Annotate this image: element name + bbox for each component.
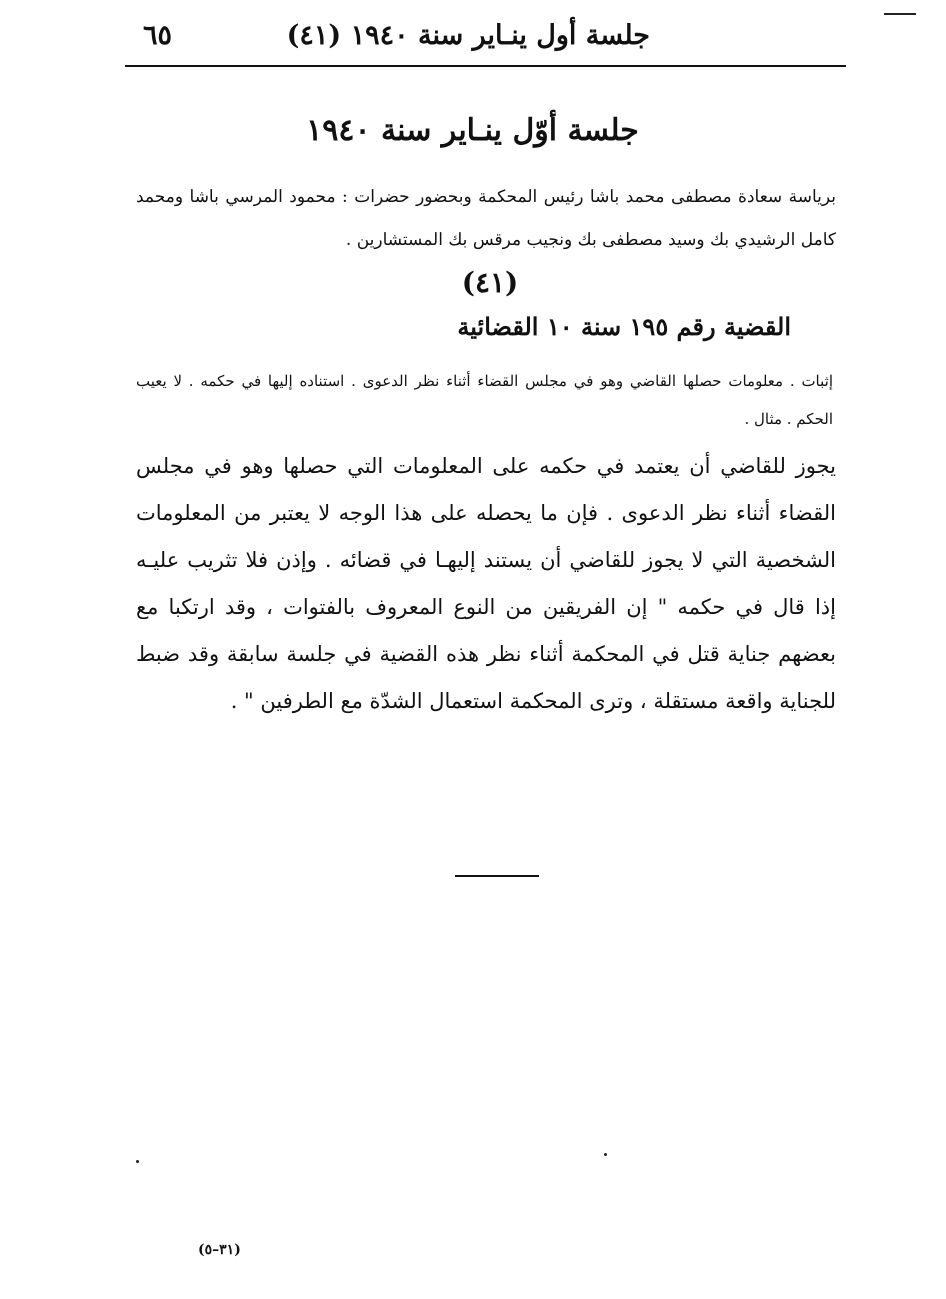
session-title: جلسة أوّل ينـاير سنة ١٩٤٠ xyxy=(306,113,639,148)
ruling-body: يجوز للقاضي أن يعتمد في حكمه على المعلومات التي حصلها وهو في مجلس القضاء أثناء نظر الدعوى . فإن ما يحصله على هذا الوجه لا يعتبر من المعلومات الشخصية التي لا يجوز للقاضي أن يستند إليهـا في قضائه . وإذن فلا تثريب عليـه إذا قال في حكمه " إن الفريقين من النوع المعروف بالفتوات ، وقد ارتكبا مع بعضهم جناية قتل في المحكمة أثناء نظر هذه القضية في جلسة سابقة وقد ضبط للجناية واقعة مستقلة ، وترى المحكمة استعمال الشدّة مع الطرفين " . xyxy=(136,454,836,713)
scan-speck xyxy=(136,1160,139,1163)
court-composition: برياسة سعادة مصطفى محمد باشا رئيس المحكمة وبحضور حضرات : محمود المرسي باشا ومحمد كامل الرشيدي بك وسيد مصطفى بك ونجيب مرقس بك المستشارين . xyxy=(136,187,836,250)
page-number: ٦٥ xyxy=(143,20,173,51)
running-header xyxy=(125,18,845,62)
signature-mark: (٣١–٥) xyxy=(198,1242,241,1258)
case-title: القضية رقم ١٩٥ سنة ١٠ القضائية xyxy=(457,312,791,341)
end-separator xyxy=(455,875,539,877)
decision-number: (٤١) xyxy=(461,266,519,299)
header-rule xyxy=(125,65,846,67)
legal-summary: إثبات . معلومات حصلها القاضي وهو في مجلس القضاء أثناء نظر الدعوى . استناده إليها في حكمه . لا يعيب الحكم . مثال . xyxy=(136,372,833,428)
scan-corner-mark xyxy=(884,13,916,15)
scan-speck xyxy=(604,1153,607,1156)
running-header-title: جلسة أول ينـاير سنة ١٩٤٠ (٤١) xyxy=(286,20,650,51)
